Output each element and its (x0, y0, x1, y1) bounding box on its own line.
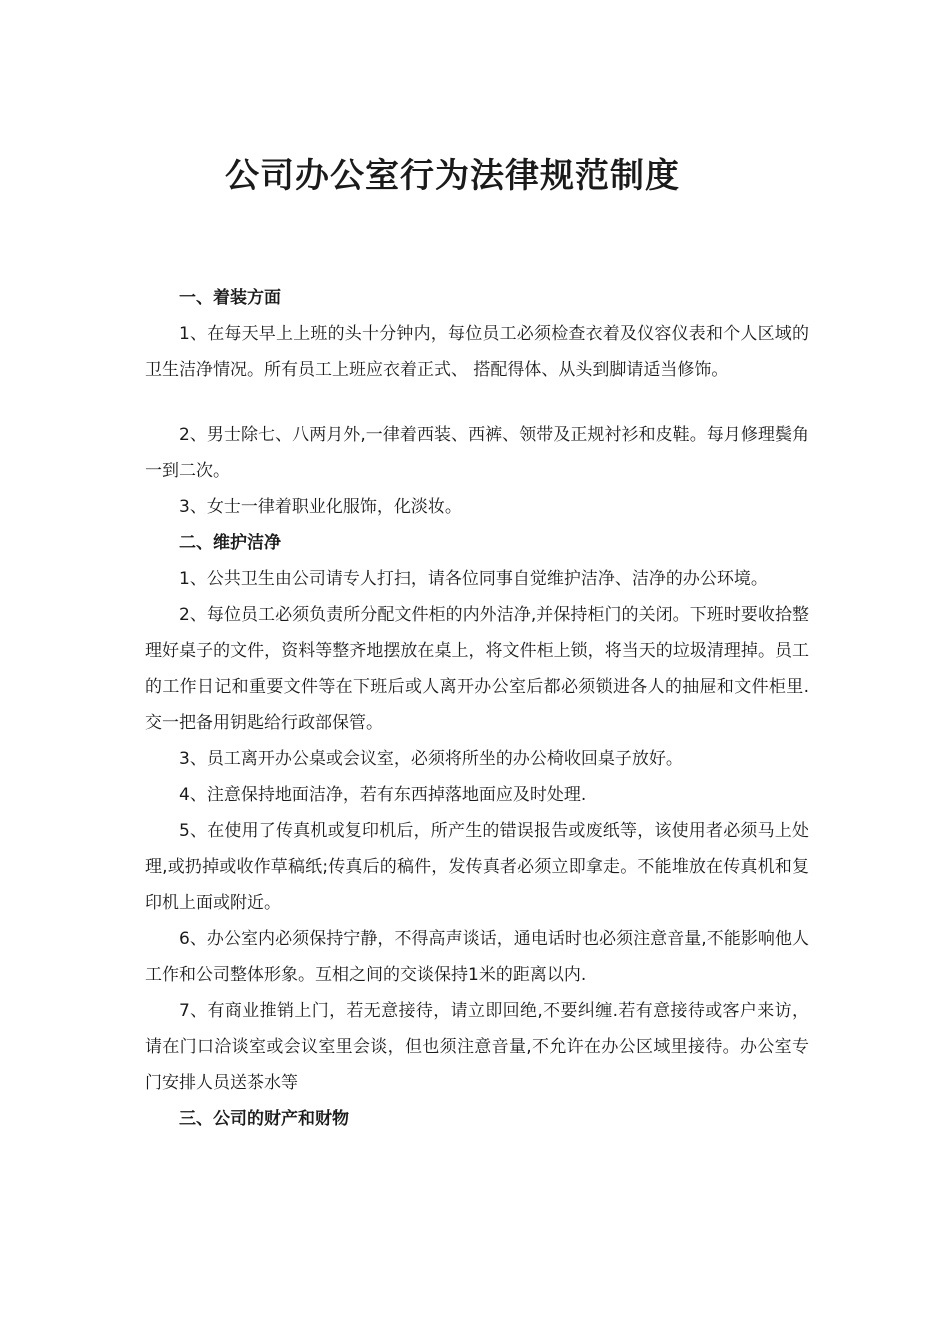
paragraph-clean-5: 5、在使用了传真机或复印机后，所产生的错误报告或废纸等，该使用者必须马上处理,或扔掉或收作草稿纸;传真后的稿件，发传真者必须立即拿走。不能堆放在传真机和复印机上面或附近。 (145, 821, 809, 913)
paragraph-dress-2: 2、男士除七、八两月外,一律着西装、西裤、领带及正规衬衫和皮鞋。每月修理鬓角一到二次。 (145, 425, 809, 481)
document-body (145, 280, 809, 1137)
paragraph-clean-7: 7、有商业推销上门，若无意接待，请立即回绝,不要纠缠.若有意接待或客户来访，请在门口洽谈室或会议室里会谈，但也须注意音量,不允许在办公区域里接待。办公室专门安排人员送茶水等 (145, 1001, 809, 1093)
paragraph-clean-6: 6、办公室内必须保持宁静，不得高声谈话，通电话时也必须注意音量,不能影响他人工作和公司整体形象。互相之间的交谈保持1米的距离以内. (145, 929, 809, 985)
paragraph-dress-3: 3、女士一律着职业化服饰，化淡妆。 (179, 497, 462, 517)
paragraph-clean-2: 2、每位员工必须负责所分配文件柜的内外洁净,并保持柜门的关闭。下班时要收拾整理好桌子的文件，资料等整齐地摆放在桌上，将文件柜上锁，将当天的垃圾清理掉。员工的工作日记和重要文件等在下班后或人离开办公室后都必须锁进各人的抽屉和文件柜里.交一把备用钥匙给行政部保管。 (145, 605, 809, 733)
section-heading-cleanliness: 二、维护洁净 (179, 533, 281, 553)
paragraph-clean-3: 3、员工离开办公桌或会议室，必须将所坐的办公椅收回桌子放好。 (179, 749, 683, 769)
section-heading-property: 三、公司的财产和财物 (179, 1109, 349, 1129)
section-heading-dress: 一、着装方面 (179, 288, 281, 308)
paragraph-dress-1: 1、在每天早上上班的头十分钟内，每位员工必须检查衣着及仪容仪表和个人区域的卫生洁净情况。所有员工上班应衣着正式、 搭配得体、从头到脚请适当修饰。 (145, 324, 809, 380)
document-title: 公司办公室行为法律规范制度 (225, 156, 680, 196)
paragraph-clean-1: 1、公共卫生由公司请专人打扫，请各位同事自觉维护洁净、洁净的办公环境。 (179, 569, 768, 589)
paragraph-clean-4: 4、注意保持地面洁净，若有东西掉落地面应及时处理. (179, 785, 587, 805)
